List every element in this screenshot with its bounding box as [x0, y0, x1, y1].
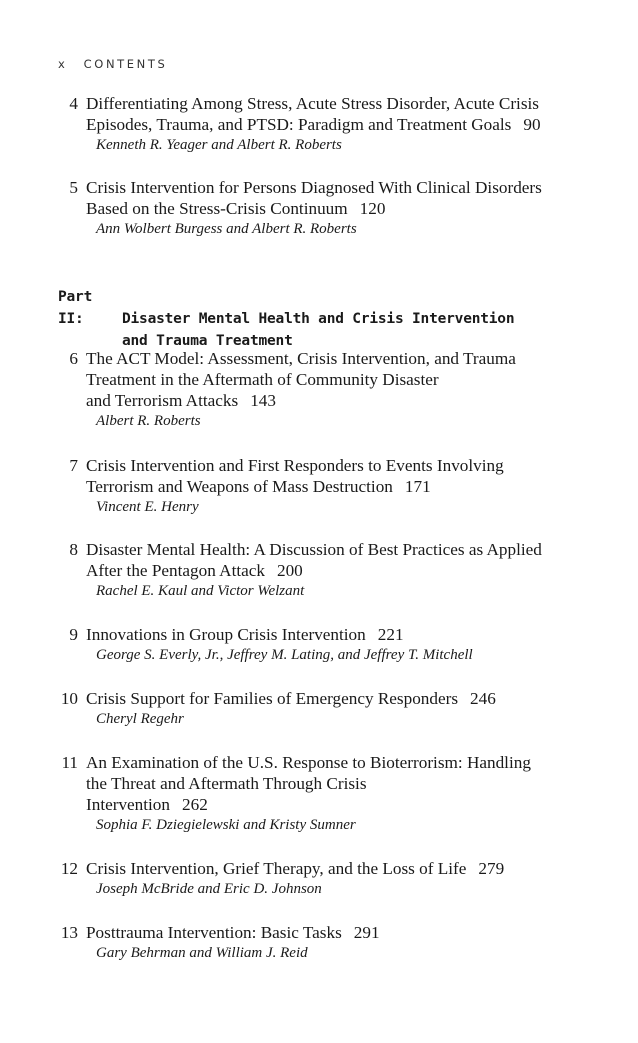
title-line: Treatment in the Aftermath of Community Disaster — [86, 370, 439, 389]
toc-entry-11[interactable] — [0, 752, 600, 835]
title-line-text: Terrorism and Weapons of Mass Destruction — [86, 477, 393, 496]
toc-entry-5[interactable] — [0, 177, 600, 239]
title-line: Crisis Intervention and First Responders to Events Involving — [86, 456, 504, 475]
chapter-title — [86, 752, 600, 815]
page-number: 279 — [478, 859, 505, 878]
chapter-title — [86, 348, 600, 411]
toc-entry-8[interactable] — [0, 539, 600, 601]
title-line-text: Based on the Stress-Crisis Continuum — [86, 199, 348, 218]
chapter-title — [86, 93, 600, 135]
chapter-number: 8 — [69, 540, 78, 559]
chapter-number: 6 — [69, 349, 78, 368]
part-title-line2: and Trauma Treatment — [122, 333, 293, 349]
chapter-title — [86, 688, 600, 709]
title-line-text: Episodes, Trauma, and PTSD: Paradigm and Treatment Goals — [86, 115, 512, 134]
title-line — [86, 624, 600, 645]
running-header — [58, 57, 167, 71]
chapter-number: 7 — [69, 456, 78, 475]
chapter-title — [86, 539, 600, 581]
title-line — [86, 688, 600, 709]
title-line — [86, 794, 600, 815]
title-line: Differentiating Among Stress, Acute Stress Disorder, Acute Crisis — [86, 94, 539, 113]
title-line — [86, 922, 600, 943]
title-line-text: Crisis Intervention, Grief Therapy, and the Loss of Life — [86, 859, 467, 878]
title-line: the Threat and Aftermath Through Crisis — [86, 774, 367, 793]
title-line: An Examination of the U.S. Response to Bioterrorism: Handling — [86, 753, 531, 772]
title-line-text: Intervention — [86, 795, 170, 814]
toc-entry-10[interactable] — [0, 688, 600, 729]
page-number: 291 — [353, 923, 380, 942]
title-line-text: Innovations in Group Crisis Intervention — [86, 625, 366, 644]
chapter-number: 11 — [61, 753, 78, 772]
chapter-number: 12 — [60, 859, 78, 878]
chapter-title — [86, 177, 600, 219]
toc-entry-6[interactable] — [0, 348, 600, 431]
title-line-text: After the Pentagon Attack — [86, 561, 265, 580]
title-line — [86, 476, 600, 497]
chapter-title — [86, 624, 600, 645]
chapter-authors: Sophia F. Dziegielewski and Kristy Sumner — [96, 817, 356, 833]
chapter-authors: Gary Behrman and William J. Reid — [96, 945, 308, 961]
chapter-authors: Kenneth R. Yeager and Albert R. Roberts — [96, 137, 342, 153]
page-number: 200 — [276, 561, 303, 580]
chapter-authors: Albert R. Roberts — [96, 413, 201, 429]
chapter-number: 5 — [69, 178, 78, 197]
toc-entry-9[interactable] — [0, 624, 600, 665]
toc-entry-4[interactable] — [0, 93, 600, 155]
chapter-number: 13 — [60, 923, 78, 942]
page-number: 246 — [470, 689, 496, 708]
page-number: 120 — [359, 199, 386, 218]
title-line — [86, 858, 600, 879]
chapter-title — [86, 858, 600, 879]
part-heading — [58, 286, 514, 352]
chapter-authors: Ann Wolbert Burgess and Albert R. Roberts — [96, 221, 357, 237]
title-line — [86, 114, 600, 135]
title-line: The ACT Model: Assessment, Crisis Intervention, and Trauma — [86, 349, 516, 368]
page-number: 171 — [404, 477, 431, 496]
title-line — [86, 390, 600, 411]
chapter-title — [86, 922, 600, 943]
chapter-authors: George S. Everly, Jr., Jeffrey M. Lating, and Jeffrey T. Mitchell — [96, 647, 473, 663]
chapter-title — [86, 455, 600, 497]
chapter-authors: Vincent E. Henry — [96, 499, 199, 515]
title-line: Disaster Mental Health: A Discussion of Best Practices as Applied — [86, 540, 542, 559]
page-number: 143 — [250, 391, 276, 410]
page-folio: x — [58, 57, 68, 71]
chapter-authors: Rachel E. Kaul and Victor Welzant — [96, 583, 305, 599]
title-line: Crisis Intervention for Persons Diagnosed With Clinical Disorders — [86, 178, 542, 197]
title-line — [86, 198, 600, 219]
page-number: 90 — [523, 115, 541, 134]
title-line-text: and Terrorism Attacks — [86, 391, 239, 410]
title-line-text: Crisis Support for Families of Emergency Responders — [86, 689, 459, 708]
part-title-line1: Disaster Mental Health and Crisis Intervention — [122, 311, 515, 327]
chapter-number: 9 — [69, 625, 78, 644]
page-number: 262 — [182, 795, 208, 814]
running-head: CONTENTS — [83, 57, 168, 71]
part-label: Part II: — [58, 289, 93, 327]
toc-entry-12[interactable] — [0, 858, 600, 899]
title-line-text: Posttrauma Intervention: Basic Tasks — [86, 923, 342, 942]
chapter-number: 10 — [60, 689, 78, 708]
chapter-authors: Joseph McBride and Eric D. Johnson — [96, 881, 322, 897]
chapter-number: 4 — [69, 94, 78, 113]
toc-entry-7[interactable] — [0, 455, 600, 517]
page-number: 221 — [377, 625, 404, 644]
toc-entry-13[interactable] — [0, 922, 600, 963]
title-line — [86, 560, 600, 581]
chapter-authors: Cheryl Regehr — [96, 711, 184, 727]
